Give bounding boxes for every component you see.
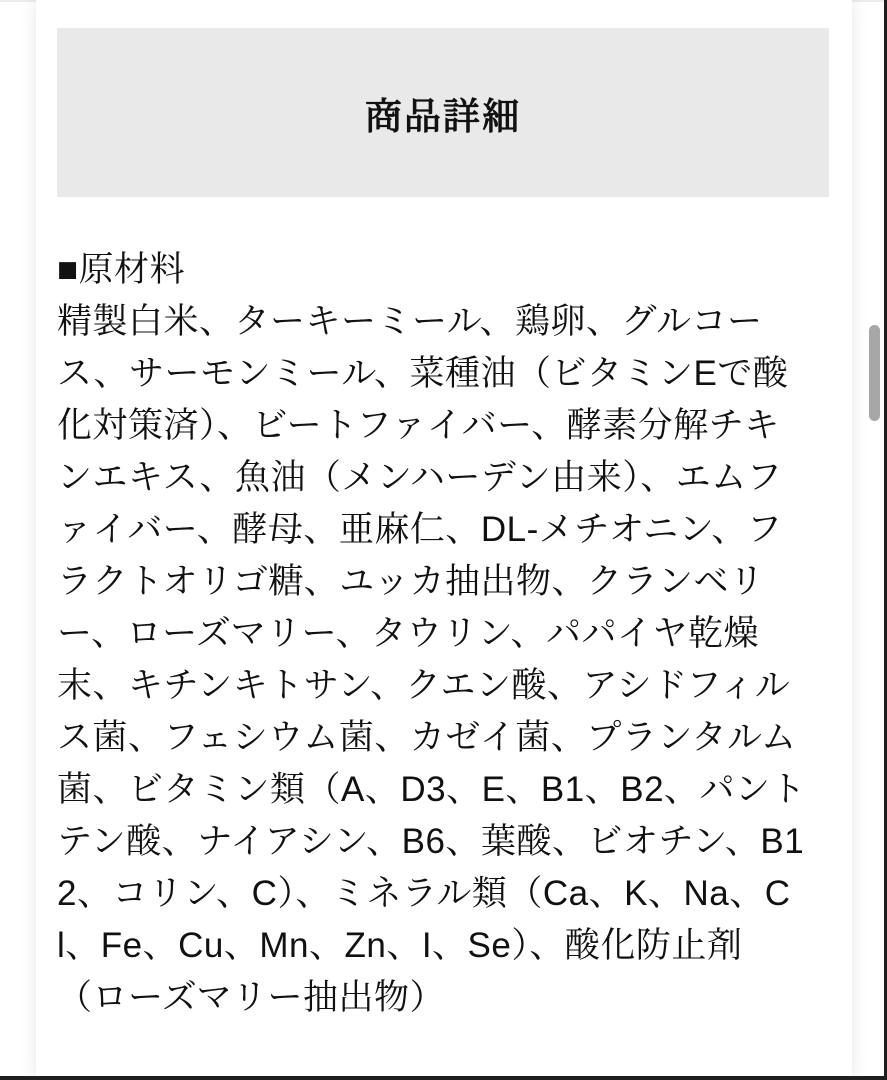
section-title: 商品詳細 [365, 95, 521, 137]
window-bottom-edge [0, 1076, 887, 1080]
ingredients-section [57, 244, 809, 1024]
ingredients-text: 精製白米、ターキーミール、鶏卵、グルコース、サーモンミール、菜種油（ビタミンEで酸化対策済）、ビートファイバー、酵素分解チキンエキス、魚油（メンハーデン由来）、エムファイバー、酵母、亜麻仁、DL-メチオニン、フラクトオリゴ糖、ユッカ抽出物、クランベリー、ローズマリー、タウリン、パパイヤ乾燥末、キチンキトサン、クエン酸、アシドフィルス菌、フェシウム菌、カゼイ菌、プランタルム菌、ビタミン類（A、D3、E、B1、B2、パントテン酸、ナイアシン、B6、葉酸、ビオチン、B12、コリン、C）、ミネラル類（Ca、K、Na、Cl、Fe、Cu、Mn、Zn、I、Se）、酸化防止剤（ローズマリー抽出物） [57, 302, 807, 1017]
content-column [36, 0, 852, 1080]
product-detail-header [57, 28, 829, 197]
scrollbar-thumb[interactable] [869, 325, 880, 421]
ingredients-heading: ■原材料 [57, 250, 186, 289]
